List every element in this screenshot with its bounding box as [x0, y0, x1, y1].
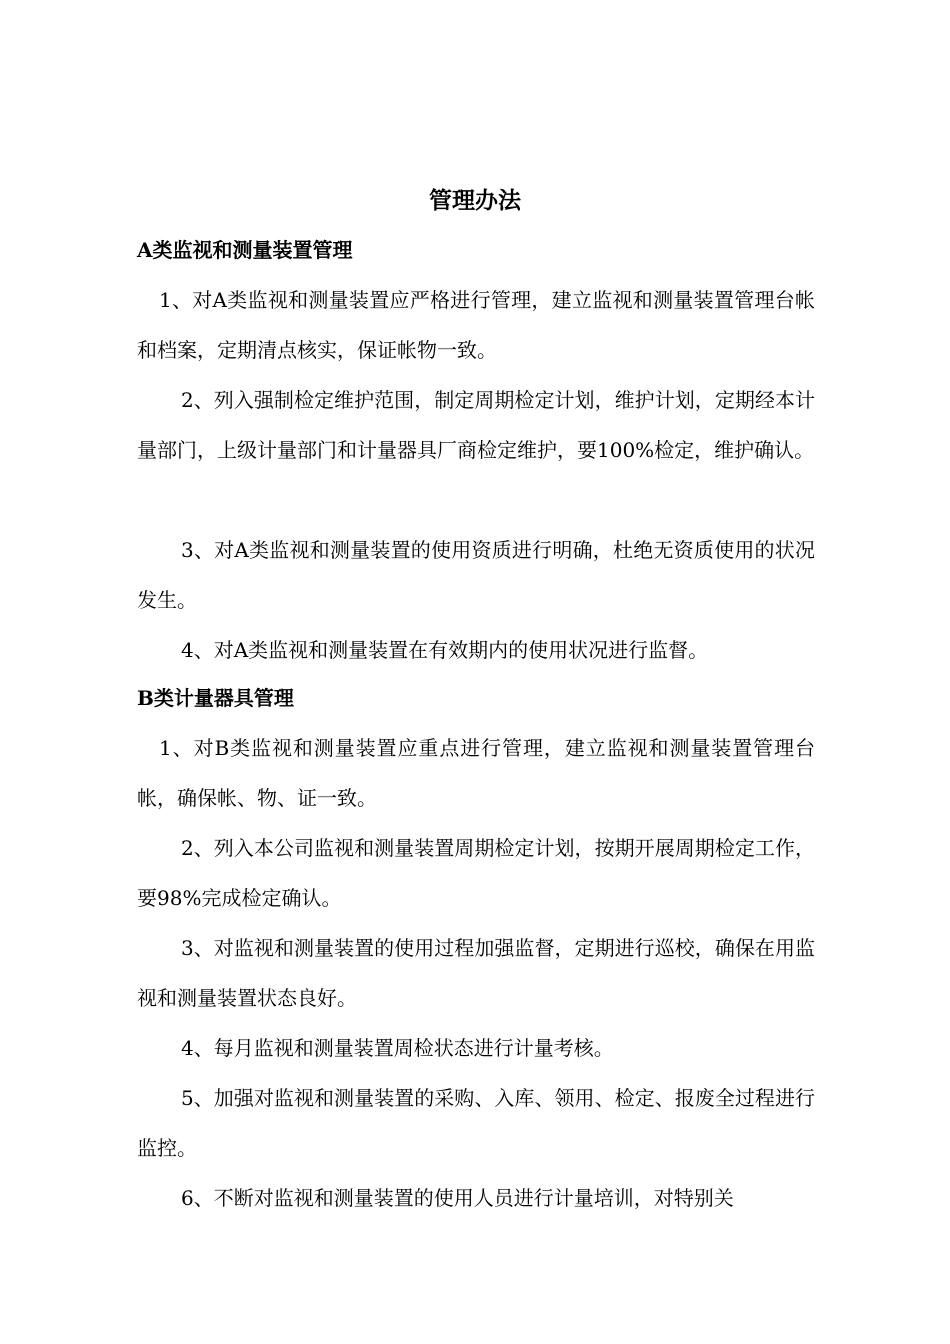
section-b-item-2: 2、列入本公司监视和测量装置周期检定计划，按期开展周期检定工作，要98%完成检定确认。 — [137, 836, 815, 910]
section-b-item-4: 4、每月监视和测量装置周检状态进行计量考核。 — [181, 1036, 614, 1060]
section-b-item-3: 3、对监视和测量装置的使用过程加强监督，定期进行巡校，确保在用监视和测量装置状态良好。 — [137, 936, 815, 1010]
section-b-item-6: 6、不断对监视和测量装置的使用人员进行计量培训，对特别关 — [181, 1186, 734, 1210]
page-title: 管理办法 — [429, 187, 521, 214]
section-heading-a: A类监视和测量装置管理 — [137, 238, 353, 262]
section-a-item-4: 4、对A类监视和测量装置在有效期内的使用状况进行监督。 — [181, 638, 709, 662]
section-a-item-3: 3、对A类监视和测量装置的使用资质进行明确，杜绝无资质使用的状况发生。 — [137, 538, 815, 612]
section-a-item-1: 1、对A类监视和测量装置应严格进行管理，建立监视和测量装置管理台帐和档案，定期清点核实，保证帐物一致。 — [137, 288, 815, 362]
section-heading-b: B类计量器具管理 — [137, 686, 294, 710]
section-b-item-5: 5、加强对监视和测量装置的采购、入库、领用、检定、报废全过程进行监控。 — [137, 1086, 815, 1160]
section-a-item-2: 2、列入强制检定维护范围，制定周期检定计划，维护计划，定期经本计量部门，上级计量部门和计量器具厂商检定维护，要100%检定，维护确认。 — [137, 388, 815, 462]
section-b-item-1: 1、对B类监视和测量装置应重点进行管理，建立监视和测量装置管理台帐，确保帐、物、证一致。 — [137, 736, 815, 810]
